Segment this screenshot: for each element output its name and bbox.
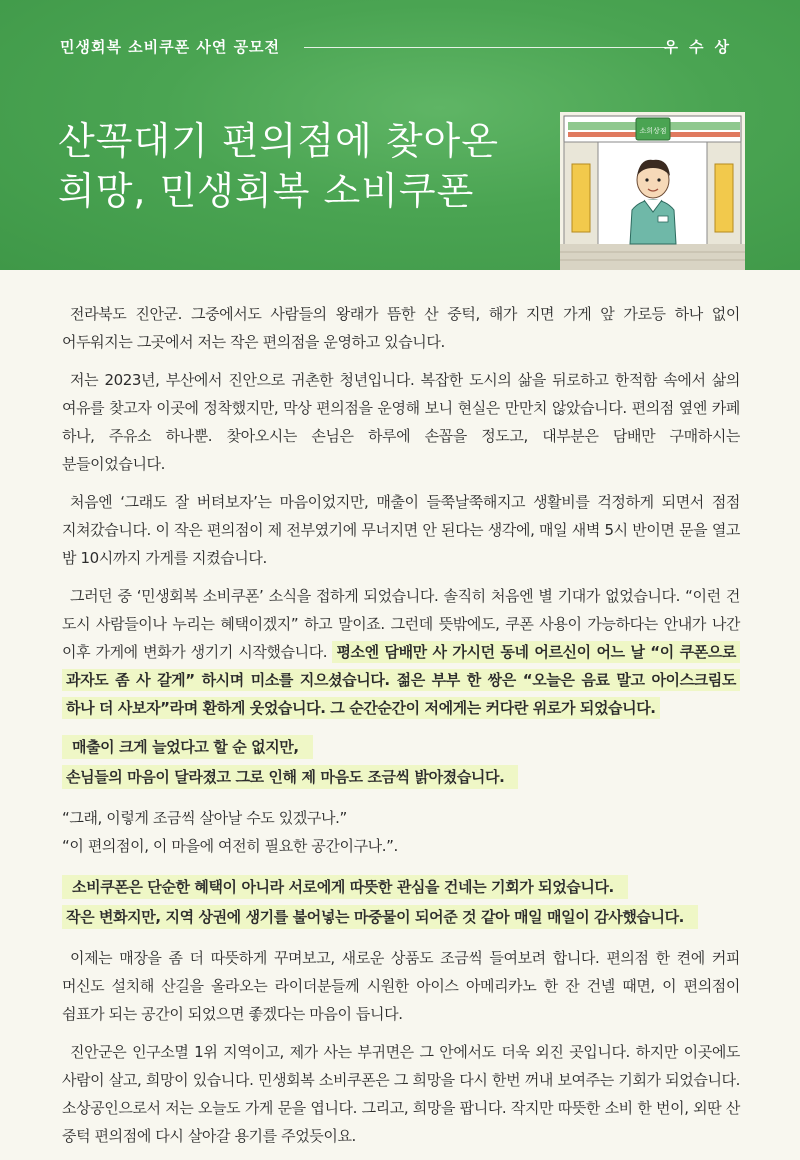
header-topbar [60, 36, 740, 60]
quote-line-1: “그래, 이렇게 조금씩 살아날 수도 있겠구나.” [62, 809, 347, 827]
award-label: 우수상 [663, 38, 740, 56]
highlight-2-line-1: 소비쿠폰은 단순한 혜택이 아니라 서로에게 따뜻한 관심을 건네는 기회가 되었습니다. [62, 875, 628, 899]
highlight-2-line-2: 작은 변화지만, 지역 상권에 생기를 불어넣는 마중물이 되어준 것 같아 매일 매일이 감사했습니다. [62, 905, 698, 929]
header-divider [304, 47, 676, 48]
highlight-1-line-1: 매출이 크게 늘었다고 할 순 없지만, [62, 735, 313, 759]
store-sign: 소희상점 [639, 127, 667, 135]
story-content [62, 300, 740, 1160]
title-line-1: 산꼭대기 편의점에 찾아온 [58, 119, 499, 163]
title-line-2: 희망, 민생회복 소비쿠폰 [58, 169, 475, 213]
header-banner [0, 0, 800, 270]
paragraph-2: 저는 2023년, 부산에서 진안으로 귀촌한 청년입니다. 복잡한 도시의 삶을 뒤로하고 한적함 속에서 삶의 여유를 찾고자 이곳에 정착했지만, 막상 편의점을 운영해 보니 현실은 만만치 않았습니다. 편의점 옆엔 카페 하나, 주유소 하나뿐. 찾아오시는 손님은 하루에 손꼽을 정도고, 대부분은 담배만 구매하시는 분들이었습니다. [62, 371, 740, 473]
page-title [58, 116, 499, 216]
paragraph-4-highlight: 평소엔 담배만 사 가시던 동네 어르신이 어느 날 “이 쿠폰으로 과자도 좀 사 갈게” 하시며 미소를 지으셨습니다. 젊은 부부 한 쌍은 “오늘은 음료 말고 아이스크림도 하나 더 사보자”라며 환하게 웃었습니다. 그 순간순간이 저에게는 커다란 위로가 되었습니다. [62, 641, 740, 719]
contest-title: 민생회복 소비쿠폰 사연 공모전 [60, 38, 281, 56]
highlight-1-line-2: 손님들의 마음이 달라졌고 그로 인해 제 마음도 조금씩 밝아졌습니다. [62, 765, 518, 789]
paragraph-6: 진안군은 인구소멸 1위 지역이고, 제가 사는 부귀면은 그 안에서도 더욱 외진 곳입니다. 하지만 이곳에도 사람이 살고, 희망이 있습니다. 민생회복 소비쿠폰은 그 희망을 다시 한번 꺼내 보여주는 기회가 되었습니다. 소상공인으로서 저는 오늘도 가게 문을 엽니다. 그리고, 희망을 팝니다. 작지만 따뜻한 소비 한 번이, 외딴 산 중턱 편의점에 다시 살아갈 용기를 주었듯이요. [62, 1043, 740, 1145]
paragraph-4-text: 그러던 중 ‘민생회복 소비쿠폰’ 소식을 접하게 되었습니다. 솔직히 처음엔 별 기대가 없었습니다. “이런 건 도시 사람들이나 누리는 혜택이겠지” 하고 말이죠. 그런데 뜻밖에도, 쿠폰 사용이 가능하다는 안내가 나간 이후 가게에 변화가 생기기 시작했습니다. [62, 587, 740, 661]
quote-block [62, 804, 740, 860]
convenience-store-illustration [560, 112, 745, 270]
paragraph-4 [62, 582, 740, 722]
paragraph-1: 전라북도 진안군. 그중에서도 사람들의 왕래가 뜸한 산 중턱, 해가 지면 가게 앞 가로등 하나 없이 어두워지는 그곳에서 저는 작은 편의점을 운영하고 있습니다. [62, 305, 740, 351]
highlight-block-1 [62, 732, 740, 792]
paragraph-5: 이제는 매장을 좀 더 따뜻하게 꾸며보고, 새로운 상품도 조금씩 들여보려 합니다. 편의점 한 켠에 커피 머신도 설치해 산길을 올라오는 라이더분들께 시원한 아이스 아메리카노 한 잔 건넬 때면, 이 편의점이 쉼표가 되는 공간이 되었으면 좋겠다는 마음이 듭니다. [62, 949, 740, 1023]
quote-line-2: “이 편의점이, 이 마을에 여전히 필요한 공간이구나.”. [62, 837, 398, 855]
paragraph-3: 처음엔 ‘그래도 잘 버텨보자’는 마음이었지만, 매출이 들쭉날쭉해지고 생활비를 걱정하게 되면서 점점 지쳐갔습니다. 이 작은 편의점이 제 전부였기에 무너지면 안 된다는 생각에, 매일 새벽 5시 반이면 문을 열고 밤 10시까지 가게를 지켰습니다. [62, 493, 740, 567]
highlight-block-2 [62, 872, 740, 932]
